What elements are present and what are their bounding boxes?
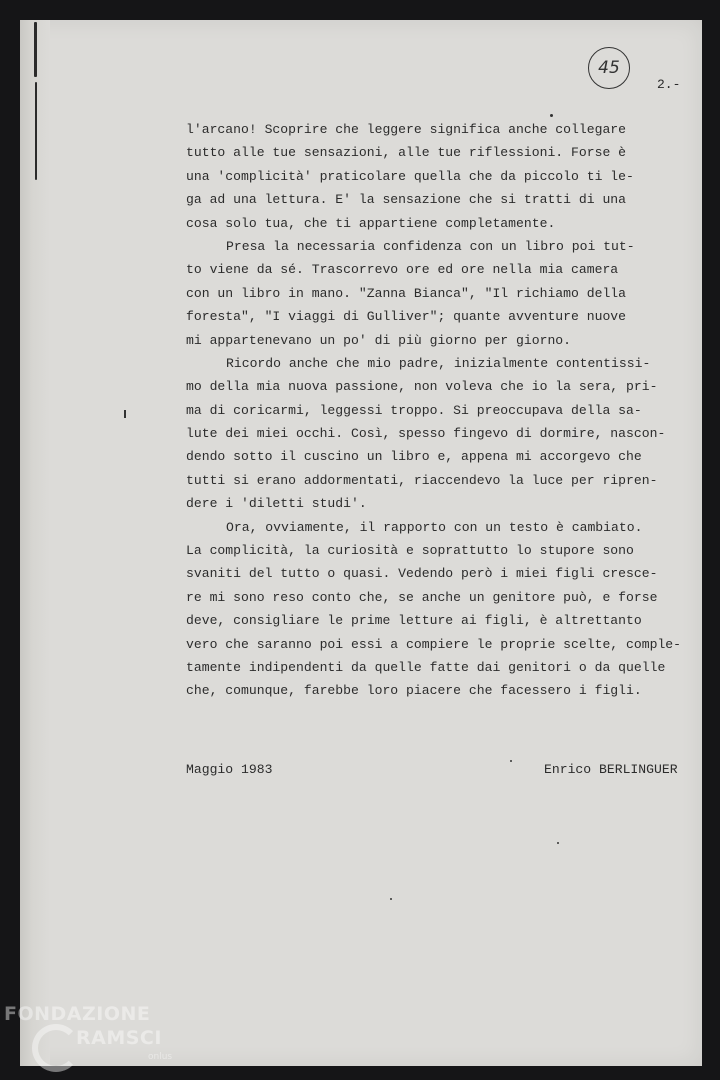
- body-line: ga ad una lettura. E' la sensazione che si tratti di una: [186, 192, 627, 208]
- page-number: 2.-: [657, 77, 681, 92]
- body-line: Ricordo anche che mio padre, inizialmente contentissi-: [226, 355, 651, 371]
- ink-speck: [550, 114, 553, 117]
- body-line: Ora, ovviamente, il rapporto con un testo è cambiato.: [226, 519, 643, 535]
- body-line: deve, consigliare le prime letture ai figli, è altrettanto: [186, 613, 642, 629]
- binding-edge: [20, 20, 50, 1066]
- body-line: l'arcano! Scoprire che leggere significa anche collegare: [186, 122, 627, 137]
- letter-date: Maggio 1983: [186, 762, 273, 777]
- watermark-g-logo: [32, 1024, 80, 1072]
- binding-mark: [35, 82, 37, 180]
- body-line: tutto alle tue sensazioni, alle tue riflessioni. Forse è: [186, 145, 627, 161]
- binding-mark: [34, 22, 37, 77]
- ink-speck: [390, 898, 392, 900]
- body-line: una 'complicità' praticolare quella che da piccolo ti le-: [186, 168, 634, 184]
- document-page: [20, 20, 702, 1066]
- stamp-number: 45: [598, 58, 620, 78]
- body-line: foresta", "I viaggi di Gulliver"; quante avventure nuove: [186, 309, 627, 325]
- body-line: che, comunque, farebbe loro piacere che facessero i figli.: [186, 683, 642, 699]
- body-line: tamente indipendenti da quelle fatte dai genitori o da quelle: [186, 659, 666, 675]
- body-line: dendo sotto il cuscino un libro e, appena mi accorgevo che: [186, 449, 642, 465]
- body-line: svaniti del tutto o quasi. Vedendo però i miei figli cresce-: [186, 566, 658, 582]
- body-line: ma di coricarmi, leggessi troppo. Si preoccupava della sa-: [186, 402, 642, 418]
- body-line: re mi sono reso conto che, se anche un genitore può, e forse: [186, 589, 658, 605]
- fondazione-gramsci-watermark: [0, 996, 190, 1080]
- body-line: dere i 'diletti studi'.: [186, 496, 367, 512]
- ink-speck: [124, 410, 126, 418]
- body-line: to viene da sé. Trascorrevo ore ed ore nella mia camera: [186, 262, 619, 278]
- watermark-line2: RAMSCI: [76, 1027, 162, 1049]
- body-line: Presa la necessaria confidenza con un libro poi tut-: [226, 238, 635, 254]
- body-line: La complicità, la curiosità e soprattutto lo stupore sono: [186, 543, 634, 559]
- watermark-line3: onlus: [148, 1052, 173, 1062]
- body-line: mo della mia nuova passione, non voleva che io la sera, pri-: [186, 379, 658, 395]
- watermark-line1: FONDAZIONE: [4, 1003, 151, 1025]
- letter-body: [186, 118, 706, 703]
- archive-stamp: [588, 47, 630, 89]
- body-line: tutti si erano addormentati, riaccendevo la luce per ripren-: [186, 472, 658, 488]
- body-line: cosa solo tua, che ti appartiene completamente.: [186, 215, 556, 231]
- body-line: mi appartenevano un po' di più giorno per giorno.: [186, 332, 572, 348]
- body-line: vero che saranno poi essi a compiere le proprie scelte, comple-: [186, 636, 682, 652]
- body-line: con un libro in mano. "Zanna Bianca", "Il richiamo della: [186, 285, 627, 301]
- body-line: lute dei miei occhi. Così, spesso fingevo di dormire, nascon-: [186, 426, 666, 442]
- ink-speck: [510, 760, 512, 762]
- letter-signature: Enrico BERLINGUER: [544, 762, 678, 777]
- ink-speck: [557, 842, 559, 844]
